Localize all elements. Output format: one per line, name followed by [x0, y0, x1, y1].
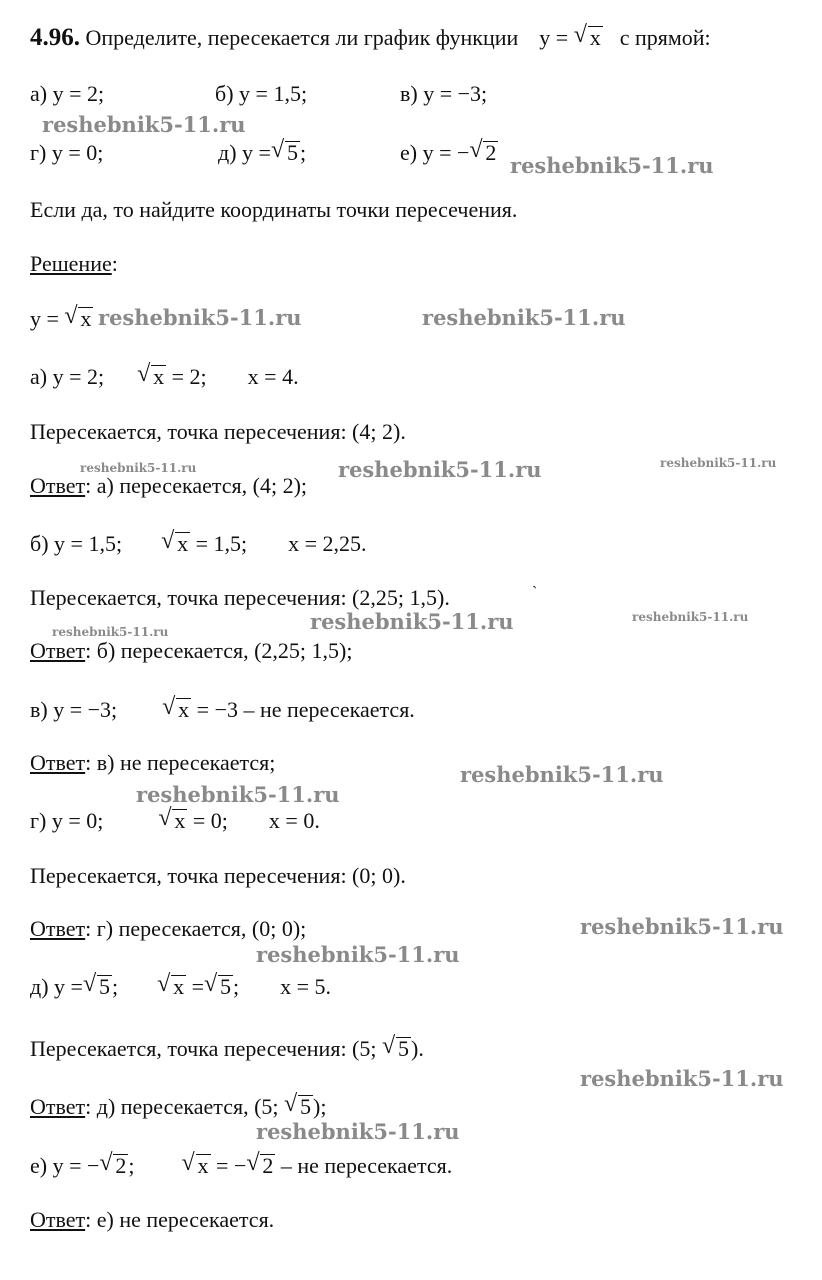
part-a-answer: Ответ: а) пересекается, (4; 2);	[30, 473, 308, 498]
option-v: в) y = −3;	[400, 81, 488, 106]
watermark: reshebnik5-11.ru	[338, 457, 542, 482]
problem-statement	[30, 24, 711, 52]
part-d-equation: д) y =√ 5; √ x =√ 5; x = 5.	[30, 973, 331, 1001]
watermark: reshebnik5-11.ru	[80, 461, 197, 475]
watermark: reshebnik5-11.ru	[422, 305, 626, 330]
watermark: reshebnik5-11.ru	[52, 625, 169, 639]
watermark: reshebnik5-11.ru	[660, 456, 777, 470]
solution-function: y = √ x	[30, 305, 93, 333]
problem-number: 4.96.	[30, 24, 80, 51]
watermark: reshebnik5-11.ru	[580, 914, 784, 939]
part-e-equation: е) y = −√ 2; √ x = −√ 2 – не пересекается.	[30, 1152, 452, 1180]
option-g: г) y = 0;	[30, 140, 104, 165]
part-d-result: Пересекается, точка пересечения: (5; √ 5).	[30, 1035, 424, 1063]
option-e: е) y = −√ 2	[400, 139, 498, 167]
part-g-equation: г) y = 0; √ x = 0; x = 0.	[30, 807, 320, 835]
part-v-equation: в) y = −3; √ x = −3 – не пересекается.	[30, 696, 415, 724]
part-g-answer: Ответ: г) пересекается, (0; 0);	[30, 916, 307, 941]
part-b-equation: б) y = 1,5; √ x = 1,5; x = 2,25.	[30, 530, 367, 558]
part-a-result: Пересекается, точка пересечения: (4; 2).	[30, 419, 406, 444]
watermark: reshebnik5-11.ru	[510, 153, 714, 178]
watermark: reshebnik5-11.ru	[42, 112, 246, 137]
watermark: reshebnik5-11.ru	[310, 609, 514, 634]
watermark: reshebnik5-11.ru	[256, 942, 460, 967]
solution-heading: Решение:	[30, 251, 118, 276]
sqrt-2: √ 2	[470, 139, 498, 167]
option-a: а) y = 2;	[30, 81, 105, 106]
part-a-equation: а) y = 2; √ x = 2; x = 4.	[30, 363, 299, 391]
watermark: reshebnik5-11.ru	[632, 610, 749, 624]
watermark: reshebnik5-11.ru	[136, 782, 340, 807]
sqrt-x: √ x	[575, 24, 603, 52]
watermark: reshebnik5-11.ru	[256, 1119, 460, 1144]
function-lhs: y =	[539, 25, 569, 50]
part-e-answer: Ответ: е) не пересекается.	[30, 1207, 275, 1232]
part-d-answer: Ответ: д) пересекается, (5; √ 5);	[30, 1093, 326, 1121]
option-d: д) y =√ 5;	[218, 139, 306, 167]
part-b-result: Пересекается, точка пересечения: (2,25; 1,5).	[30, 585, 450, 610]
instruction-text: Если да, то найдите координаты точки пересечения.	[30, 197, 518, 222]
watermark: reshebnik5-11.ru	[580, 1066, 784, 1091]
watermark: reshebnik5-11.ru	[98, 305, 302, 330]
watermark: reshebnik5-11.ru	[460, 762, 664, 787]
option-b: б) y = 1,5;	[215, 81, 308, 106]
problem-text-end: с прямой:	[619, 25, 711, 50]
sqrt-5: √ 5	[272, 139, 300, 167]
part-b-answer: Ответ: б) пересекается, (2,25; 1,5);	[30, 638, 353, 663]
stray-mark: `	[532, 584, 538, 601]
part-g-result: Пересекается, точка пересечения: (0; 0).	[30, 863, 406, 888]
problem-text: Определите, пересекается ли график функции	[85, 25, 519, 50]
part-v-answer: Ответ: в) не пересекается;	[30, 750, 276, 775]
